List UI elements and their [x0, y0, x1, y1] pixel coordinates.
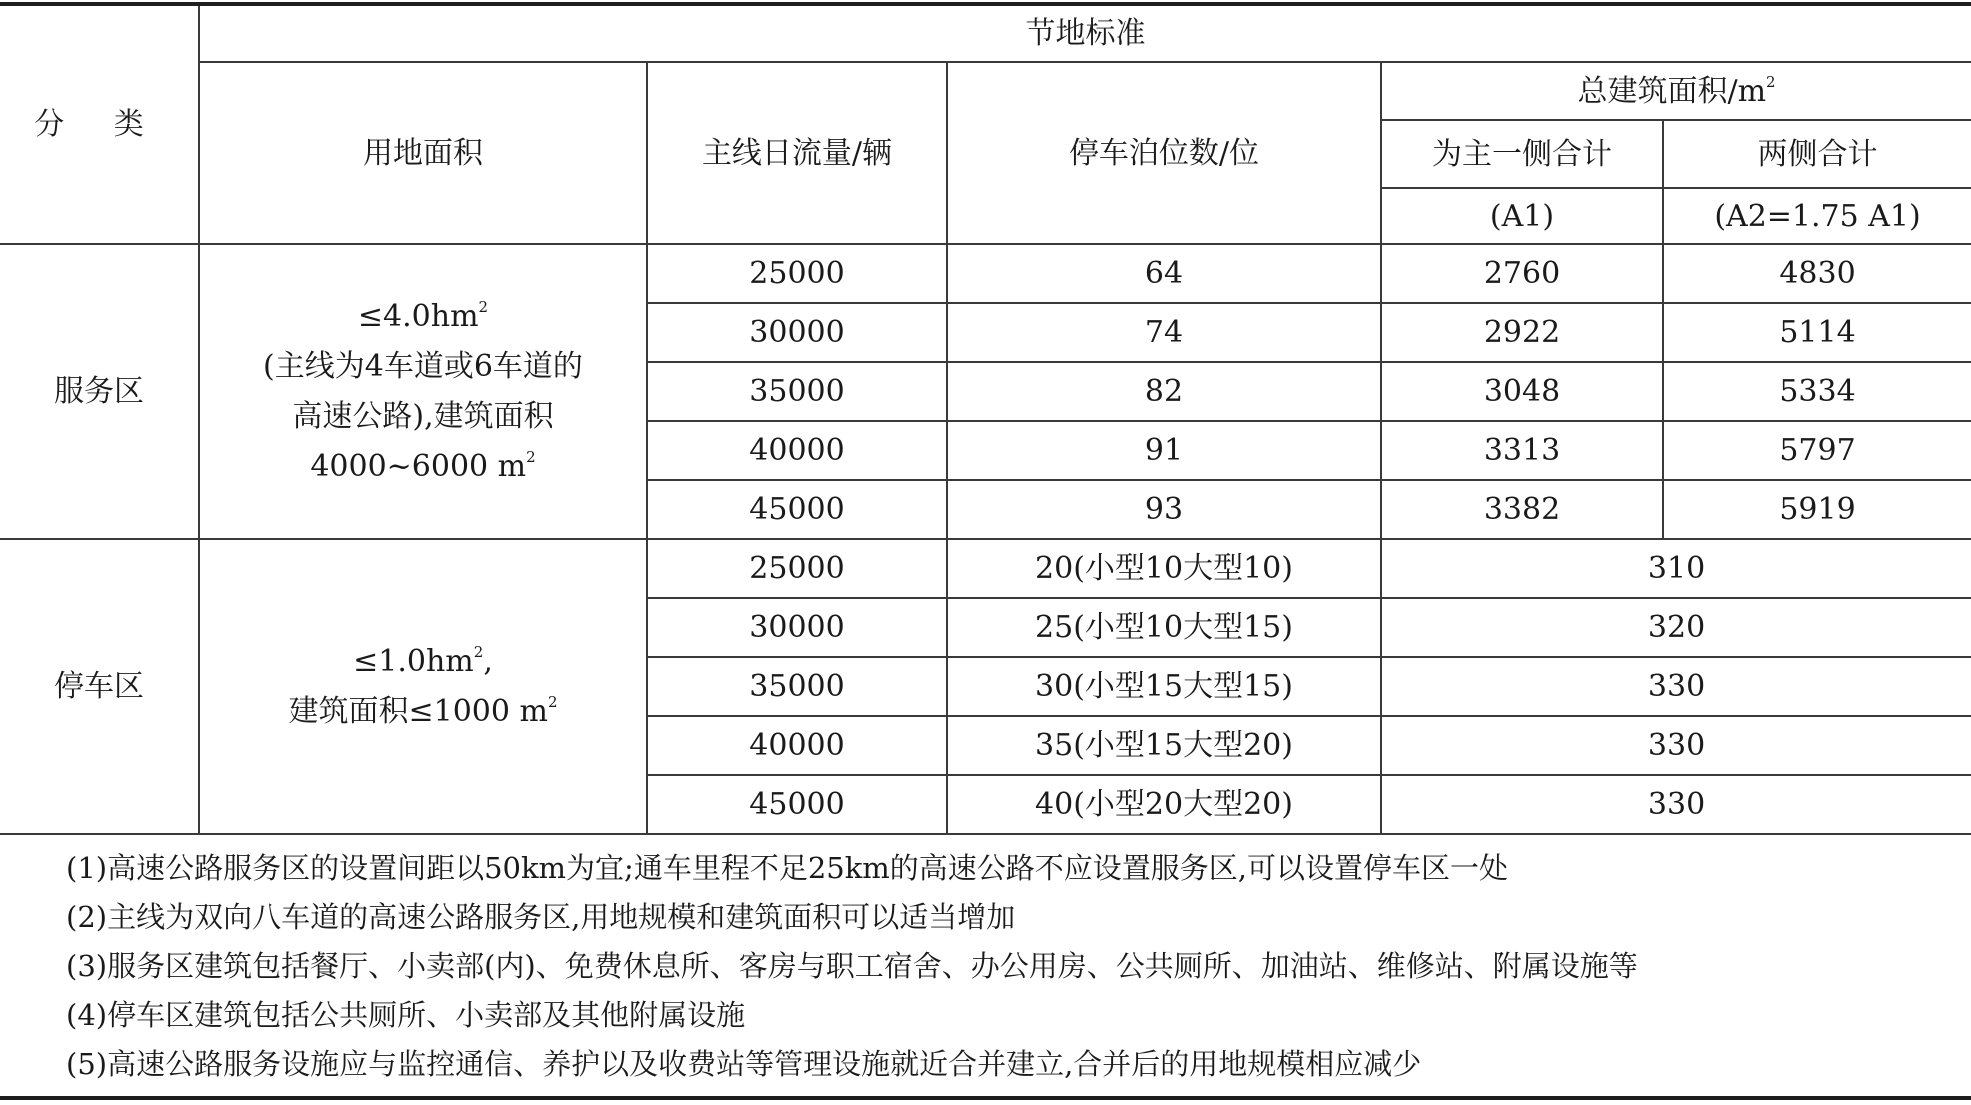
- service-two-sides-cell: 4830: [1663, 244, 1971, 303]
- service-parking-cell: 91: [947, 421, 1381, 480]
- note-2: (2)主线为双向八车道的高速公路服务区,用地规模和建筑面积可以适当增加: [66, 900, 1016, 934]
- notes-section: [0, 832, 1971, 1100]
- service-parking-cell: 93: [947, 480, 1381, 539]
- note-3: (3)服务区建筑包括餐厅、小卖部(内)、免费休息所、客房与职工宿舍、办公用房、公共厕所、加油站、维修站、附属设施等: [66, 949, 1638, 983]
- header-two-sides-formula: (A2=1.75 A1): [1663, 188, 1971, 244]
- header-category: 分 类: [0, 4, 199, 244]
- service-two-sides-cell: 5919: [1663, 480, 1971, 539]
- table-row: [0, 244, 1971, 303]
- service-one-side-cell: 2760: [1381, 244, 1663, 303]
- service-land-line2: (主线为4车道或6车道的: [263, 348, 583, 384]
- parking-land-line2: 建筑面积≤1000 m: [288, 693, 548, 729]
- service-flow-cell: 40000: [647, 421, 947, 480]
- service-area-category: 服务区: [0, 244, 199, 539]
- header-one-side: 为主一侧合计: [1381, 120, 1663, 188]
- header-group-title: 节地标准: [199, 4, 1971, 62]
- service-two-sides-cell: 5114: [1663, 303, 1971, 362]
- service-land-line1-sup: 2: [478, 297, 489, 316]
- service-parking-cell: 64: [947, 244, 1381, 303]
- service-one-side-cell: 3382: [1381, 480, 1663, 539]
- header-parking-spaces: 停车泊位数/位: [947, 62, 1381, 244]
- header-floor-area: [1381, 62, 1971, 120]
- note-4: (4)停车区建筑包括公共厕所、小卖部及其他附属设施: [66, 998, 746, 1032]
- header-land-area: 用地面积: [199, 62, 647, 244]
- parking-land-line1-sup: 2: [473, 642, 484, 661]
- service-parking-cell: 82: [947, 362, 1381, 421]
- parking-spaces-cell: 35(小型15大型20): [947, 716, 1381, 775]
- parking-floor-area-cell: 320: [1381, 598, 1971, 657]
- note-1: (1)高速公路服务区的设置间距以50km为宜;通车里程不足25km的高速公路不应设置服务区,可以设置停车区一处: [66, 851, 1509, 885]
- parking-flow-cell: 40000: [647, 716, 947, 775]
- parking-spaces-cell: 25(小型10大型15): [947, 598, 1381, 657]
- service-flow-cell: 25000: [647, 244, 947, 303]
- header-two-sides: 两侧合计: [1663, 120, 1971, 188]
- parking-floor-area-cell: 330: [1381, 657, 1971, 716]
- parking-floor-area-cell: 310: [1381, 539, 1971, 598]
- service-two-sides-cell: 5334: [1663, 362, 1971, 421]
- service-flow-cell: 30000: [647, 303, 947, 362]
- parking-area-land: [199, 539, 647, 834]
- land-standard-table: [0, 2, 1971, 835]
- header-floor-area-text: 总建筑面积/m: [1577, 73, 1767, 109]
- service-one-side-cell: 2922: [1381, 303, 1663, 362]
- table-row: [0, 539, 1971, 598]
- parking-land-line2-sup: 2: [547, 692, 558, 711]
- parking-floor-area-cell: 330: [1381, 716, 1971, 775]
- service-land-line1: ≤4.0hm: [357, 298, 479, 334]
- parking-spaces-cell: 20(小型10大型10): [947, 539, 1381, 598]
- parking-land-line1: ≤1.0hm: [353, 643, 474, 679]
- service-flow-cell: 45000: [647, 480, 947, 539]
- service-area-land: [199, 244, 647, 539]
- parking-spaces-cell: 40(小型20大型20): [947, 775, 1381, 834]
- parking-flow-cell: 35000: [647, 657, 947, 716]
- parking-floor-area-cell: 330: [1381, 775, 1971, 834]
- service-flow-cell: 35000: [647, 362, 947, 421]
- parking-flow-cell: 30000: [647, 598, 947, 657]
- header-floor-area-sup: 2: [1766, 72, 1776, 91]
- service-two-sides-cell: 5797: [1663, 421, 1971, 480]
- header-daily-flow: 主线日流量/辆: [647, 62, 947, 244]
- service-land-line4: 4000~6000 m: [310, 448, 527, 484]
- header-one-side-formula: (A1): [1381, 188, 1663, 244]
- parking-flow-cell: 45000: [647, 775, 947, 834]
- service-one-side-cell: 3313: [1381, 421, 1663, 480]
- service-land-line3: 高速公路),建筑面积: [292, 398, 554, 434]
- service-parking-cell: 74: [947, 303, 1381, 362]
- parking-spaces-cell: 30(小型15大型15): [947, 657, 1381, 716]
- service-one-side-cell: 3048: [1381, 362, 1663, 421]
- parking-flow-cell: 25000: [647, 539, 947, 598]
- parking-area-category: 停车区: [0, 539, 199, 834]
- note-5: (5)高速公路服务设施应与监控通信、养护以及收费站等管理设施就近合并建立,合并后的用地规模相应减少: [66, 1047, 1422, 1081]
- parking-land-line1-tail: ,: [483, 643, 493, 679]
- service-land-line4-sup: 2: [526, 447, 536, 466]
